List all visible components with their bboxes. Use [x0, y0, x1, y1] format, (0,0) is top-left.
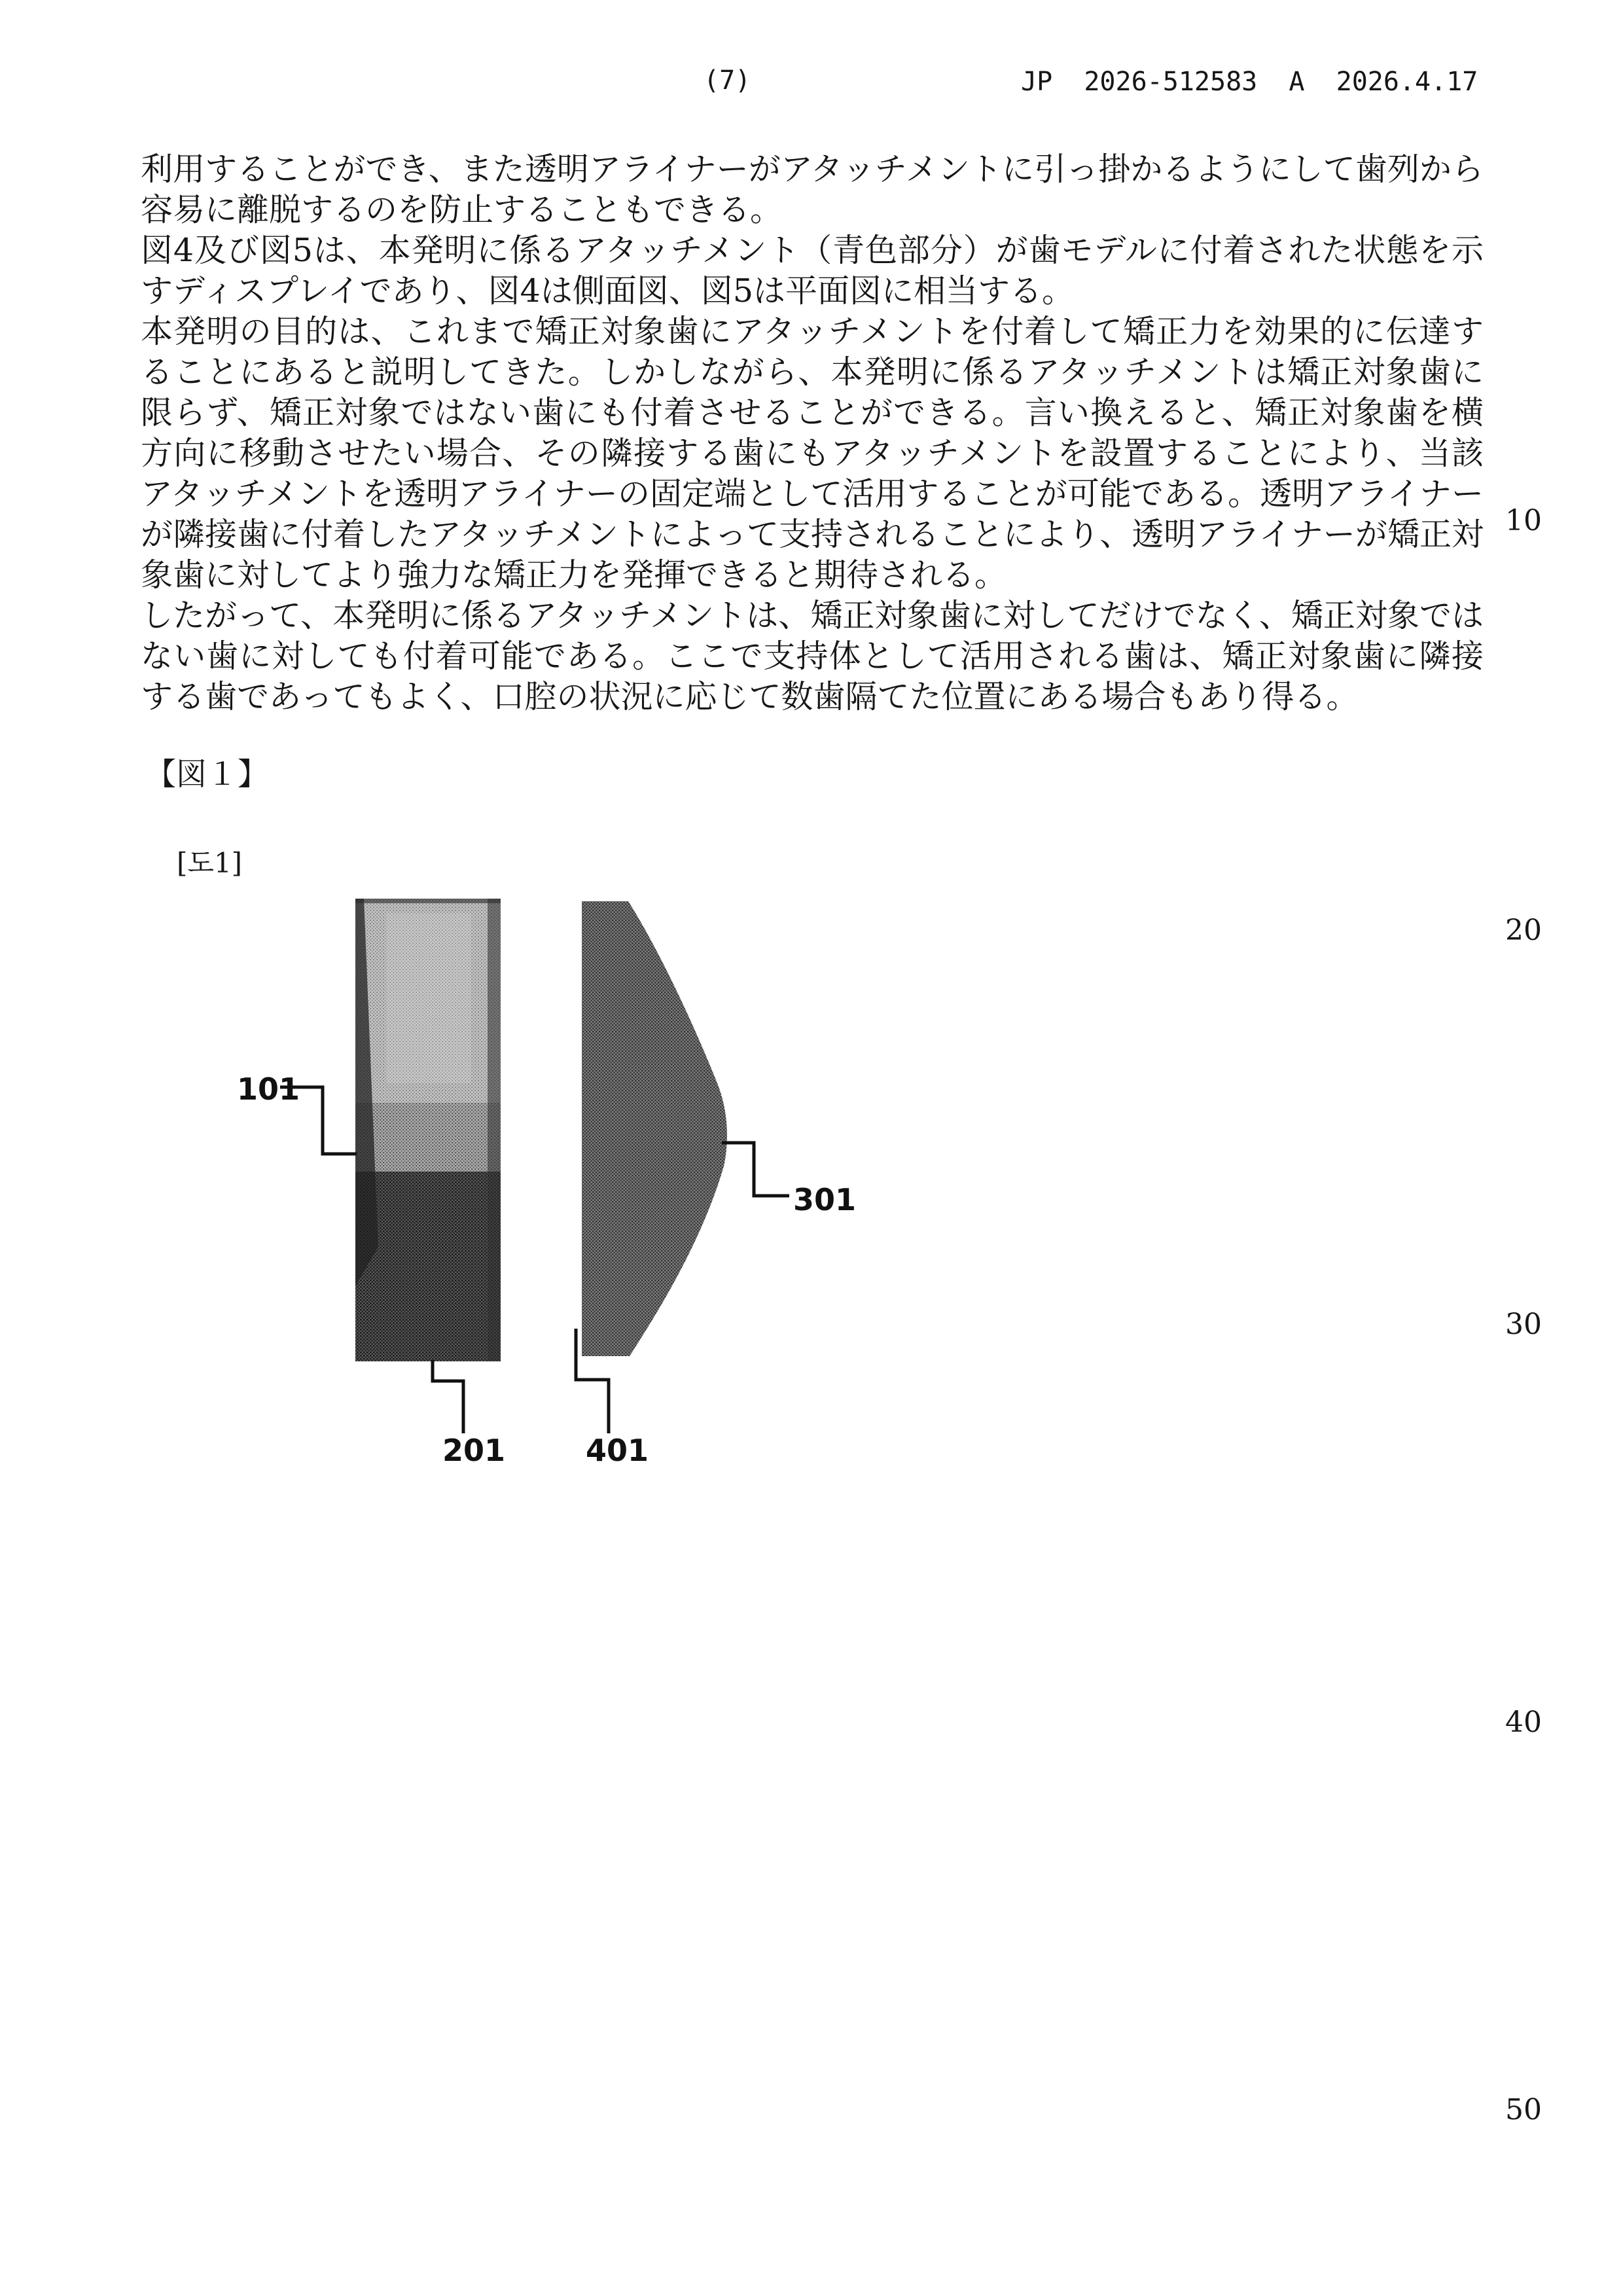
- margin-line-number: 20: [1505, 914, 1542, 947]
- margin-line-number: 50: [1505, 2093, 1542, 2126]
- attachment-side-view-shape: [355, 899, 501, 1361]
- shape-right-edge-shading: [488, 899, 501, 1361]
- figure-ref-401: 401: [586, 1433, 649, 1468]
- attachment-plan-view-shape: [582, 901, 727, 1356]
- figure-ref-301: 301: [793, 1182, 857, 1217]
- publication-id: JP 2026-512583 A 2026.4.17: [1021, 67, 1478, 97]
- page-number: (7): [704, 65, 751, 96]
- margin-line-number: 30: [1505, 1308, 1542, 1341]
- paragraph: したがって、本発明に係るアタッチメントは、矯正対象歯に対してだけでなく、矯正対象ではない歯に対しても付着可能である。ここで支持体として活用される歯は、矯正対象歯に隣接する歯であってもよく、口腔の状況に応じて数歯隔てた位置にある場合もあり得る。: [141, 597, 1484, 715]
- figure-ref-101: 101: [237, 1071, 300, 1107]
- paragraph: 利用することができ、また透明アライナーがアタッチメントに引っ掛かるようにして歯列から容易に離脱するのを防止することもできる。: [141, 151, 1484, 228]
- paragraph: 本発明の目的は、これまで矯正対象歯にアタッチメントを付着して矯正力を効果的に伝達することにあると説明してきた。しかしながら、本発明に係るアタッチメントは矯正対象歯に限らず、矯正対象ではない歯にも付着させることができる。言い換えると、矯正対象歯を横方向に移動させたい場合、その隣接する歯にもアタッチメントを設置することにより、当該アタッチメントを透明アライナーの固定端として活用することが可能である。透明アライナーが隣接歯に付着したアタッチメントによって支持されることにより、透明アライナーが矯正対象歯に対してより強力な矯正力を発揮できると期待される。: [141, 313, 1484, 594]
- figure-ref-201: 201: [442, 1433, 506, 1468]
- leader-line-301: [722, 1143, 789, 1196]
- paragraph: 図4及び図5は、本発明に係るアタッチメント（青色部分）が歯モデルに付着された状態を示すディスプレイであり、図4は側面図、図5は平面図に相当する。: [141, 232, 1484, 310]
- margin-line-number: 40: [1505, 1706, 1542, 1739]
- margin-line-number: 10: [1505, 504, 1542, 537]
- figure-heading: 【図１】: [145, 757, 268, 793]
- figure-caption: [도1]: [177, 847, 243, 879]
- leader-line-201: [433, 1360, 463, 1433]
